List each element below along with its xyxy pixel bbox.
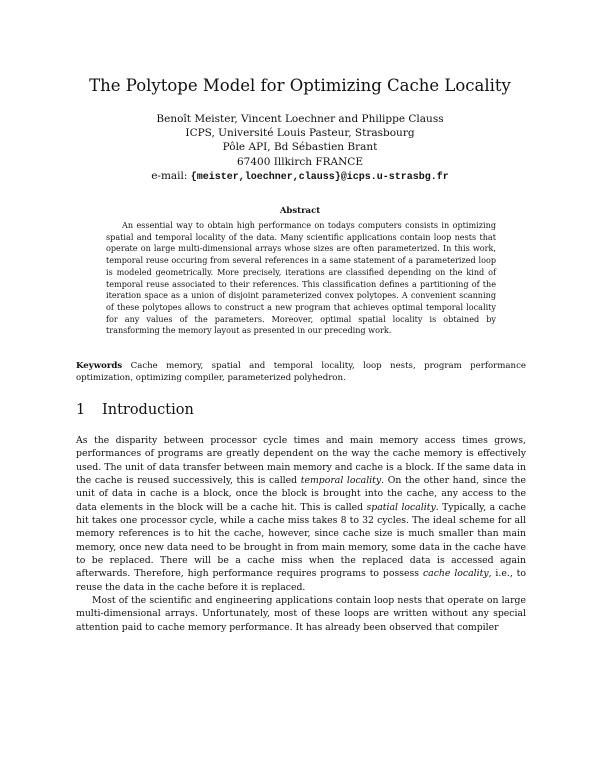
email-prefix: e-mail: bbox=[151, 169, 191, 182]
paragraph-1-part-b: . On the other hand, since the unit of data in cache is a block, once the block is brought into the cache, any access to the data elements in the block will be a cache hit. This is called bbox=[76, 475, 526, 513]
paper-title: The Polytope Model for Optimizing Cache Locality bbox=[89, 76, 511, 95]
email-line bbox=[0, 169, 600, 185]
paragraph-1-part-d: , i.e., to reuse the data in the cache before it is replaced. bbox=[76, 568, 527, 593]
abstract-heading: Abstract bbox=[279, 206, 321, 216]
body-text bbox=[76, 434, 526, 634]
section-number: 1 bbox=[76, 402, 86, 418]
section-heading bbox=[76, 402, 194, 418]
paragraph-2: Most of the scientific and engineering applications contain loop nests that operate on large multi-dimensional arrays. Unfortunately, most of these loops are written without any special attention paid to cache memory performance. It has already been observed that compiler bbox=[76, 595, 526, 633]
keywords-label: Keywords bbox=[76, 361, 123, 371]
affiliation-line-2: Pôle API, Bd Sébastien Brant bbox=[222, 141, 378, 154]
term-temporal-locality: temporal locality bbox=[300, 475, 382, 487]
paragraph-1 bbox=[76, 434, 526, 594]
term-spatial-locality: spatial locality bbox=[366, 501, 436, 513]
author-names: Benoît Meister, Vincent Loechner and Philippe Clauss bbox=[156, 113, 444, 125]
paragraph-1-part-c: . Typically, a cache hit takes one processor cycle, while a cache miss takes 8 to 32 cycles. The ideal scheme for all memory references is to hit the cache, however, since cache size is much smaller than main memory, once new data need to be brought in from main memory, some data in the cache have to be replaced. There will be a cache miss when the replaced data is accessed again afterwards. Therefore, high performance requires programs to possess bbox=[76, 501, 527, 580]
term-cache-locality: cache locality bbox=[422, 568, 489, 580]
abstract-text: An essential way to obtain high performance on todays computers consists in optimizing spatial and temporal locality of the data. Many scientific applications contain loop nests that operate on large multi-dimensional arrays whose sizes are often parameterized. In this work, temporal reuse occuring from several references in a same statement of a parameterized loop is modeled geometrically. More precisely, iterations are classified depending on the kind of temporal reuse associated to their references. This classification defines a partitioning of the iteration space as a union of disjoint parameterized convex polytopes. A convenient scanning of these polytopes allows to construct a new program that achieves optimal temporal locality for any values of the parameters. Moreover, optimal spatial locality is obtained by transforming the memory layout as presented in our preceding work. bbox=[106, 220, 496, 336]
affiliation-line-3: 67400 Illkirch FRANCE bbox=[237, 155, 363, 168]
paragraph-1-part-a: As the disparity between processor cycle times and main memory access times grows, performances of programs are greatly dependent on the way the cache memory is effectively used. The unit of data transfer between main memory and cache is a block. If the same data in the cache is reused successively, this is called bbox=[76, 435, 526, 487]
affiliation-line-1: ICPS, Université Louis Pasteur, Strasbourg bbox=[185, 127, 415, 140]
keywords-text: Cache memory, spatial and temporal locality, loop nests, program performance optimization, optimizing compiler, parameterized polyhedron. bbox=[76, 361, 526, 384]
author-block bbox=[0, 112, 600, 185]
section-title: Introduction bbox=[102, 402, 194, 418]
abstract-body bbox=[106, 220, 496, 337]
email-address: {meister,loechner,clauss}@icps.u-strasbg.fr bbox=[190, 171, 449, 183]
keywords-block bbox=[76, 360, 526, 384]
